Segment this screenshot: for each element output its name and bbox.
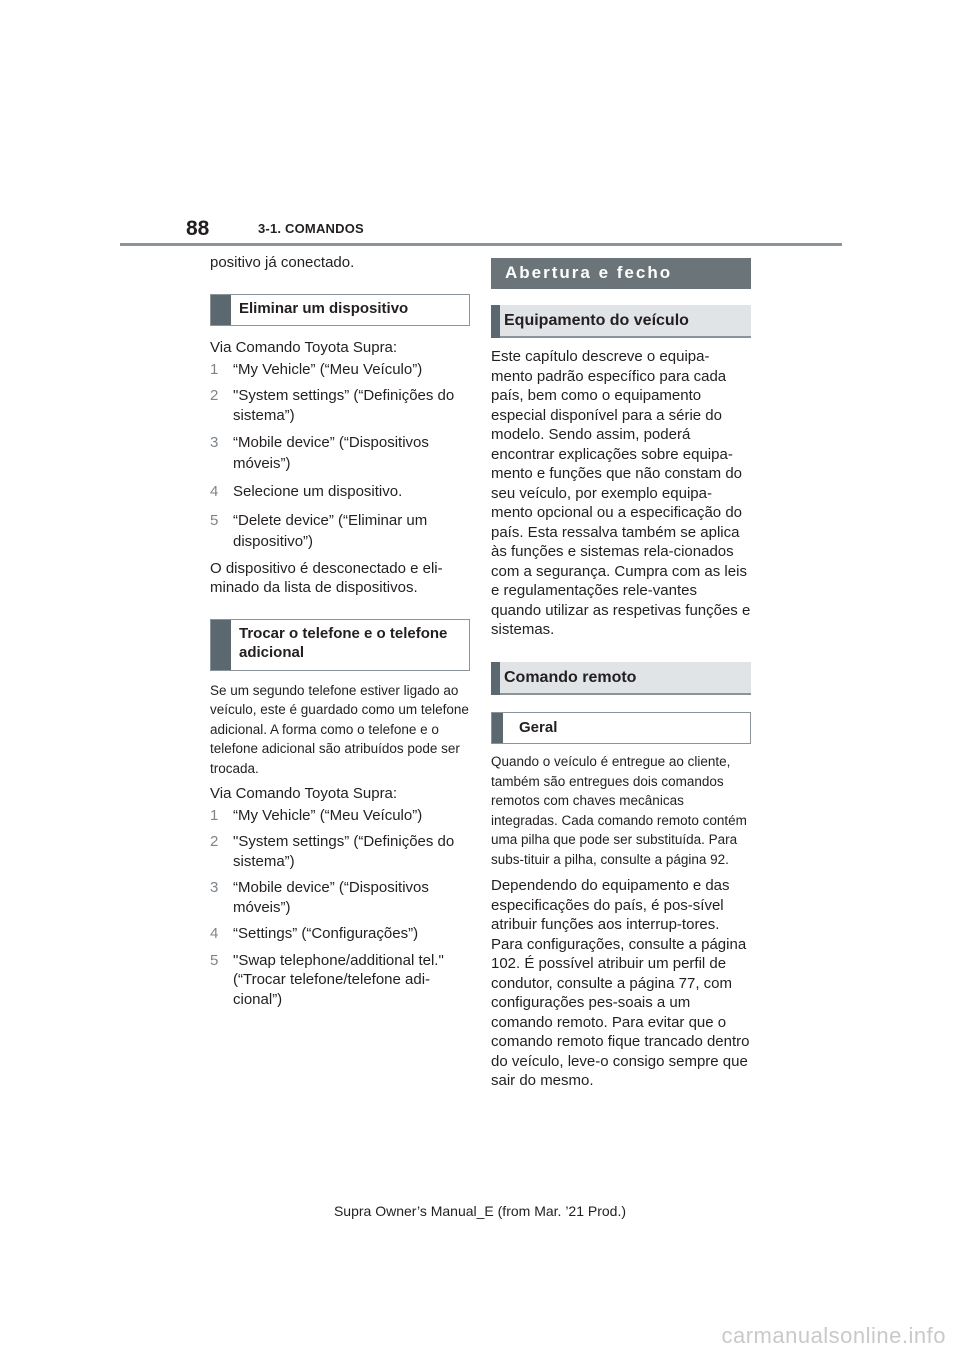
step-number: 3 [210,434,219,451]
page-number: 88 [186,217,210,240]
step-number: 5 [210,511,219,529]
heading-vehicle-equipment [491,305,751,338]
step-item [210,806,470,826]
step-item [210,878,470,917]
header-divider [120,243,842,246]
step-item [210,924,470,944]
step-number: 1 [210,806,219,824]
note-text: Se um segundo telefone estiver ligado ao veículo, este é guardado como um telefone adicional. A forma como o telefone e o telefone adicional são atribuídos pode ser trocada. [210,682,469,776]
watermark: carmanualsonline.info [721,1323,946,1348]
step-text: “My Vehicle” (“Meu Veículo”) [233,806,423,824]
subheading-label: Geral [519,718,558,736]
subheading-swap-phone [210,619,470,671]
step-text: “Mobile device” (“Dispositivos móveis”) [233,879,429,916]
paragraph-equipment: Este capítulo descreve o equipa-mento padrão específico para cada país, bem como o equipamento especial disponível para a série do modelo. Sendo assim, poderá encontrar explicações sobre equipa-mento e funções que não constam do seu veículo, por exemplo equipa-mento opcional ou a especificação do país. Esta ressalva também se aplica às funções e sistemas rela-cionados com a segurança. Cumpra com as leis e regulamentações rele-vantes quando utilizar as respetivas funções e sistemas. [491,348,751,638]
step-item [210,482,470,502]
right-column [491,253,751,1091]
subheading-label: Eliminar um dispositivo [239,299,409,317]
paragraph-remote-functions: Dependendo do equipamento e das especificações do país, é pos-sível atribuir funções aos interrup-tores. Para configurações, consulte a página 102. É possível atribuir um perfil de condutor, consulte a página 77, com configurações pes-soais a um comando remoto. Para evitar que o comando remoto fique trancado dentro do veículo, leve-o consigo sempre que sair do mesmo. [491,877,750,1089]
step-text: “My Vehicle” (“Meu Veículo”) [233,360,423,378]
heading-label: Equipamento do veículo [504,312,689,329]
step-item [210,510,470,552]
step-number: 4 [210,925,219,942]
via-text: Via Comando Toyota Supra: [210,785,398,802]
subheading-delete-device [210,294,470,327]
result-text: O dispositivo é desconectado e eli-minado da lista de dispositivos. [210,559,443,596]
step-text: Selecione um dispositivo. [233,483,403,500]
left-column [210,253,470,1009]
step-number: 3 [210,879,219,896]
step-text: “Delete device” (“Eliminar um dispositivo”) [233,511,428,550]
paragraph-remote-delivery: Quando o veículo é entregue ao cliente, também são entregues dois comandos remotos com chaves mecânicas integradas. Cada comando remoto contém uma pilha que pode ser substituída. Para subs-tituir a pilha, consulte a página 92. [491,754,747,867]
step-number: 4 [210,483,219,500]
step-text: “Settings” (“Configurações”) [233,925,419,942]
step-item [210,432,470,474]
step-item [210,386,470,425]
step-item [210,360,470,380]
box-marker [492,713,503,744]
heading-marker [491,662,500,695]
step-number: 1 [210,360,219,378]
step-item [210,832,470,871]
box-marker [211,295,231,326]
step-number: 2 [210,387,219,404]
step-text: "System settings” (“Definições do sistema”) [233,833,455,870]
step-text: "Swap telephone/additional tel." (“Trocar telefone/telefone adi-cional”) [233,951,444,1008]
footer-text: Supra Owner’s Manual_E (from Mar. ’21 Prod.) [333,1203,627,1219]
via-text: Via Comando Toyota Supra: [210,339,398,356]
section-title: Abertura e fecho [491,258,751,289]
step-text: "System settings” (“Definições do sistema”) [233,387,455,424]
step-number: 2 [210,833,219,850]
heading-marker [491,305,500,338]
step-number: 5 [210,951,219,969]
box-marker [211,620,231,670]
subheading-general [491,712,751,745]
step-text: “Mobile device” (“Dispositivos móveis”) [233,434,429,472]
heading-remote-control [491,662,751,695]
intro-text: positivo já conectado. [210,254,355,271]
step-item [210,951,470,1010]
subheading-label: Trocar o telefone e o telefone adicional [239,624,448,661]
heading-label: Comando remoto [504,668,637,686]
chapter-title: 3-1. COMANDOS [258,221,364,236]
